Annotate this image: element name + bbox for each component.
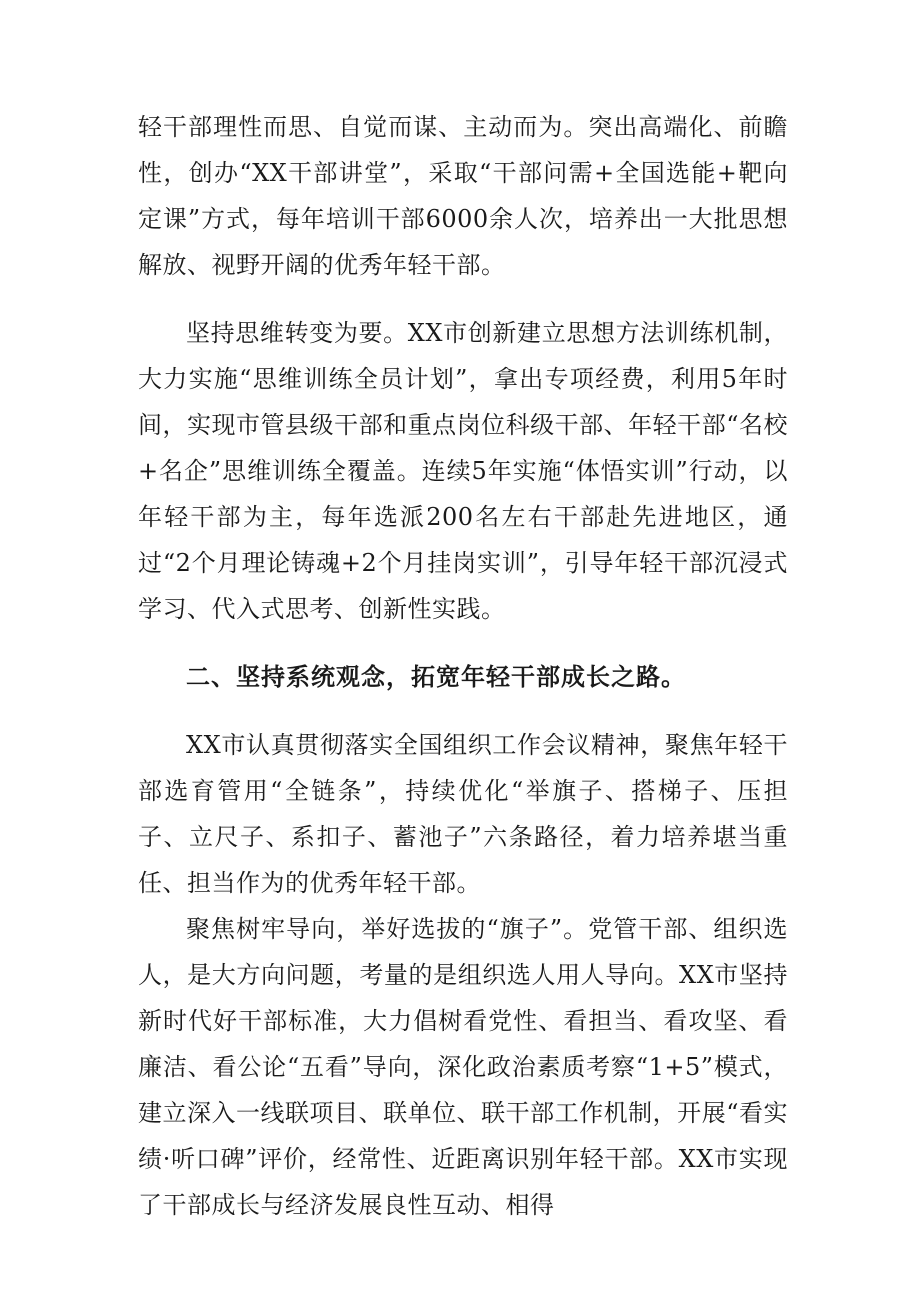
- paragraph-thinking-training: 坚持思维转变为要。XX市创新建立思想方法训练机制，大力实施“思维训练全员计划”，拿出专项经费，利用5年时间，实现市管县级干部和重点岗位科级干部、年轻干部“名校+名企”思维训练全覆盖。连续5年实施“体悟实训”行动，以年轻干部为主，每年选派200名左右干部赴先进地区，通过“2个月理论铸魂+2个月挂岗实训”，引导年轻干部沉浸式学习、代入式思考、创新性实践。: [138, 319, 788, 623]
- section-heading: 二、坚持系统观念，拓宽年轻干部成长之路。: [186, 663, 686, 691]
- document-body: [138, 104, 788, 1228]
- paragraph-selection-orientation: 聚焦树牢导向，举好选拔的“旗子”。党管干部、组织选人，是大方向问题，考量的是组织选人用人导向。XX市坚持新时代好干部标准，大力倡树看党性、看担当、看攻坚、看廉洁、看公论“五看”导向，深化政治素质考察“1+5”模式，建立深入一线联项目、联单位、联干部工作机制，开展“看实绩·听口碑”评价，经常性、近距离识别年轻干部。XX市实现了干部成长与经济发展良性互动、相得: [138, 915, 788, 1219]
- paragraph-continuation: 轻干部理性而思、自觉而谋、主动而为。突出高端化、前瞻性，创办“XX干部讲堂”，采取“干部问需+全国选能+靶向定课”方式，每年培训干部6000余人次，培养出一大批思想解放、视野开阔的优秀年轻干部。: [138, 113, 788, 279]
- paragraph-section-intro: XX市认真贯彻落实全国组织工作会议精神，聚焦年轻干部选育管用“全链条”，持续优化“举旗子、搭梯子、压担子、立尺子、系扣子、蓄池子”六条路径，着力培养堪当重任、担当作为的优秀年轻干部。: [138, 731, 788, 897]
